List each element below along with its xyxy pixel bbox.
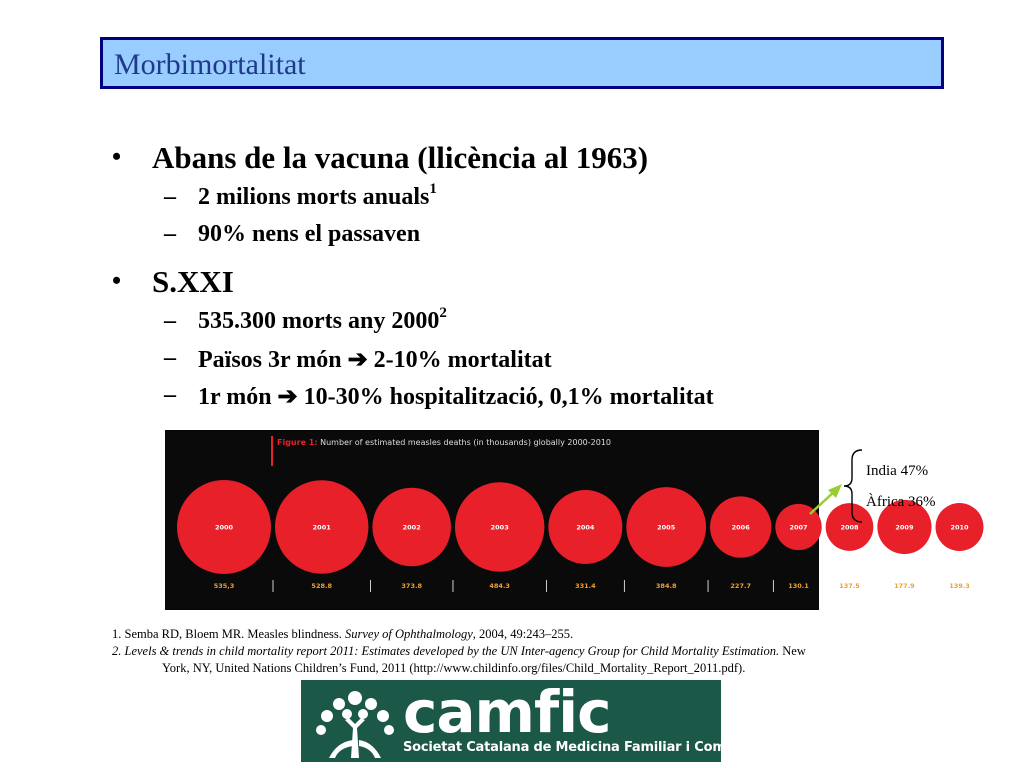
bullet-dot: •	[112, 266, 122, 295]
bullet-1-text: Abans de la vacuna (llicència al 1963)	[152, 140, 649, 175]
regional-annotation	[866, 456, 936, 518]
sub-bullet-1-2-text: 90% nens el passaven	[198, 221, 421, 247]
year-label-2006: 2006	[731, 523, 750, 532]
reference-1: 1. Semba RD, Bloem MR. Measles blindness. Survey of Ophthalmology, 2004, 49:243–255.	[112, 627, 574, 641]
value-label-2001: 528.8	[311, 582, 332, 590]
sub-bullet-2-3: – 1r món ➔ 10-30% hospitalització, 0,1% mortalitat	[164, 382, 714, 410]
footnote-ref-1: 1	[429, 181, 437, 197]
value-label-2004: 331.4	[575, 582, 596, 590]
value-label-2005: 384.8	[655, 582, 677, 590]
year-label-2009: 2009	[895, 523, 914, 532]
sub-bullet-1-1: – 2 milions morts anuals$^1$	[164, 181, 437, 210]
sub-bullet-2-2: – Països 3r món ➔ 2-10% mortalitat	[164, 345, 552, 373]
slide-title: Morbimortalitat	[114, 48, 306, 81]
value-label-2007: 130.1	[788, 582, 809, 590]
year-label-2003: 2003	[490, 523, 509, 532]
sub-bullet-1-1-text: 2 milions morts anuals	[198, 184, 430, 210]
bullet-2	[112, 264, 932, 308]
value-label-2002: 373.8	[401, 582, 422, 590]
annotation-india: India 47%	[866, 463, 929, 479]
year-label-2002: 2002	[402, 523, 421, 532]
sub-bullet-2-1-text: 535.300 morts any 2000	[198, 308, 440, 334]
logo-wordmark: camfic	[403, 678, 611, 746]
annotation-africa: Àfrica 36%	[866, 494, 936, 510]
year-label-2008: 2008	[840, 523, 859, 532]
value-label-2009: 177.9	[894, 582, 915, 590]
sub-bullet-1-2: – 90% nens el passaven	[164, 221, 421, 247]
year-label-2001: 2001	[312, 523, 331, 532]
bullet-list	[112, 140, 932, 419]
value-label-2003: 484.3	[489, 582, 510, 590]
value-label-2010: 139.3	[949, 582, 970, 590]
year-label-2000: 2000	[214, 523, 234, 532]
camfic-logo	[301, 678, 782, 762]
year-label-2010: 2010	[950, 523, 969, 532]
chart-caption-figure: Figure 1:	[277, 438, 318, 447]
reference-1-journal: Survey of Ophthalmology	[344, 627, 473, 641]
footnote-ref-2: 2	[439, 305, 447, 321]
year-label-2007: 2007	[789, 523, 808, 532]
tree-icon	[309, 684, 401, 760]
value-label-2000: 535,3	[213, 582, 235, 590]
references	[112, 626, 912, 677]
chart-title: Number of estimated measles deaths (in thousands) globally 2000-2010	[320, 438, 612, 447]
bullet-2-text: S.XXI	[152, 264, 234, 299]
arrow-icon	[806, 482, 846, 518]
year-label-2004: 2004	[576, 523, 595, 532]
value-label-2006: 227.7	[730, 582, 751, 590]
bullet-1	[112, 140, 932, 184]
bullet-dot: •	[112, 142, 122, 171]
slide-title-bar	[100, 37, 944, 89]
sub-bullet-2-3-text: 1r món ➔ 10-30% hospitalització, 0,1% mortalitat	[198, 384, 714, 410]
reference-2-continuation: York, NY, United Nations Children’s Fund, 2011 (http://www.childinfo.org/files/Child_Mortality_Report_2011.pdf).	[162, 661, 746, 675]
sub-bullet-2-2-text: Països 3r món ➔ 2-10% mortalitat	[198, 347, 552, 373]
year-label-2005: 2005	[657, 523, 676, 532]
sub-bullet-2-1: – 535.300 morts any 2000$^2$	[164, 305, 447, 334]
value-label-2008: 137.5	[839, 582, 860, 590]
logo-subtitle: Societat Catalana de Medicina Familiar i Comunitària	[403, 740, 782, 755]
reference-2: 2. Levels & trends in child mortality report 2011: Estimates developed by the UN Inter-agency Group for Child Mortality Estimation. New	[112, 644, 806, 658]
